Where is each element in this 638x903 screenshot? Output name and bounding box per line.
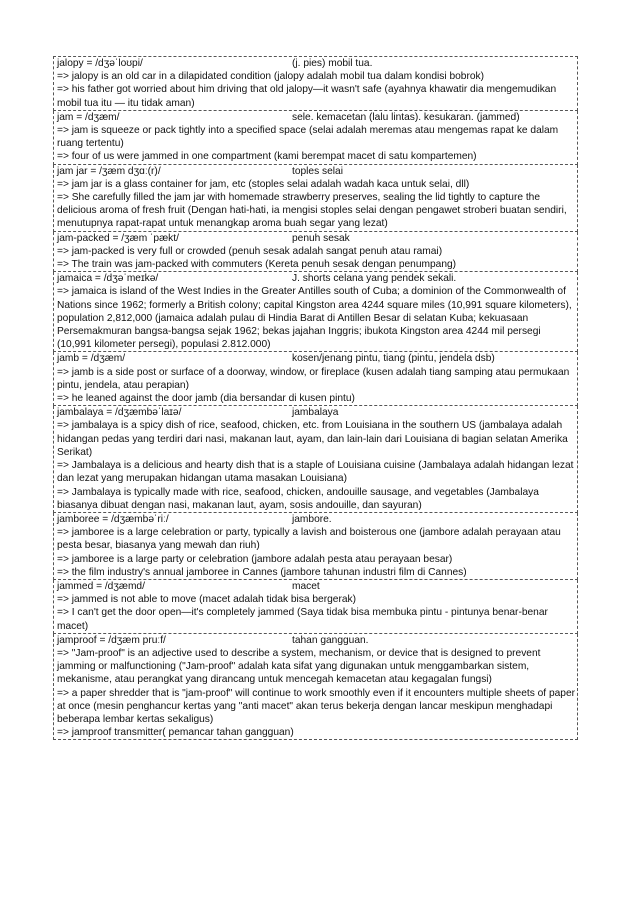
example-line: => his father got worried about him driving that old jalopy—it wasn't safe (ayahnya khawatir dia mengemudikan mobil tua itu — itu tidak aman) — [57, 84, 557, 109]
headword-pronunciation: jammed = /dʒæmd/ — [57, 580, 145, 592]
example-line: => four of us were jammed in one compartment (kami berempat macet di satu kompartemen) — [57, 151, 477, 163]
entry-headword-line — [57, 513, 577, 526]
example-line: => She carefully filled the jam jar with homemade strawberry preserves, sealing the lid tightly to capture the delicious aroma of fresh fruit (Dengan hati-hati, ia mengisi stoples selai dengan pengawet stroberi buatan sendiri, menutupnya rapat-rapat untuk menangkap aroma buah segar yang lezat) — [57, 192, 567, 230]
headword-pronunciation: jamboree = /dʒæmbəˈriː/ — [57, 513, 169, 525]
dictionary-entry — [53, 111, 578, 165]
headword-translation: tahan gangguan. — [292, 634, 369, 646]
headword-pronunciation: jam = /dʒæm/ — [57, 111, 120, 123]
example-line: => jam-packed is very full or crowded (penuh sesak adalah sangat penuh atau ramai) — [57, 245, 443, 257]
headword-pronunciation: jam jar = /ʒæm dʒɑː(r)/ — [57, 165, 161, 177]
example-line: => a paper shredder that is "jam-proof" will continue to work smoothly even if it encounters multiple sheets of paper at once (mesin penghancur kertas yang "anti macet" akan terus bekerja dengan lancar meskipun menghadapi beberapa lembar kertas sekaligus) — [57, 687, 576, 725]
example-line: => I can't get the door open—it's completely jammed (Saya tidak bisa membuka pintu - pintunya benar-benar macet) — [57, 607, 548, 632]
dictionary-entry — [53, 56, 578, 111]
example-line: => jamboree is a large party or celebration (jambore adalah pesta atau perayaan besar) — [57, 553, 453, 565]
dictionary-entry — [53, 634, 578, 741]
entry-headword-line — [57, 634, 577, 647]
dictionary-entry — [53, 352, 578, 406]
headword-translation: (j. pies) mobil tua. — [292, 58, 373, 69]
example-line: => jammed is not able to move (macet adalah tidak bisa bergerak) — [57, 594, 356, 606]
dictionary-entry — [53, 580, 578, 634]
example-line: => jambalaya is a spicy dish of rice, seafood, chicken, etc. from Louisiana in the southern US (jambalaya adalah hidangan pedas yang terdiri dari nasi, makanan laut, ayam, dan lain-lain dari Louisiana di bagian selatan Amerika Serikat) — [57, 420, 568, 458]
headword-translation: jambore. — [292, 513, 332, 525]
headword-translation: penuh sesak — [292, 232, 350, 244]
dictionary-entry — [53, 513, 578, 580]
headword-translation: kosen/jenang pintu, tiang (pintu, jendela dsb) — [292, 353, 495, 365]
headword-pronunciation: jambalaya = /dʒæmbəˈlaɪə/ — [57, 407, 182, 419]
example-line: => jam jar is a glass container for jam, etc (stoples selai adalah wadah kaca untuk selai, dll) — [57, 178, 470, 190]
example-line: => "Jam-proof" is an adjective used to describe a system, mechanism, or device that is designed to prevent jamming or malfunctioning ("Jam-proof" adalah kata sifat yang digunakan untuk menggambarkan sistem, mekanisme, atau perangkat yang dirancang untuk mencegah kemacetan atau kegagalan fungsi) — [57, 647, 541, 686]
entry-headword-line — [57, 232, 577, 245]
headword-translation: jambalaya — [292, 407, 339, 419]
headword-pronunciation: jamaica = /dʒəˈmeɪkə/ — [57, 273, 159, 285]
example-line: => The train was jam-packed with commuters (Kereta penuh sesak dengan penumpang) — [57, 259, 457, 271]
dictionary-entry — [53, 272, 578, 352]
example-line: => jamaica is island of the West Indies in the Greater Antilles south of Cuba; a dominion of the Commonwealth of Nations since 1962; formerly a British colony; capital Kingston area 4244 square miles (10,991 square kilometers), population 2,812,000 (jamaica adalah pulau di Hindia Barat di Antillen Besar di selatan Kuba; kekuasaan Persemakmuran bangsa-bangsa sejak 1962; bekas jajahan Inggris; ibukota Kingston area 4244 mil persegi (10,991 kilometer persegi), populasi 2.812.000) — [57, 286, 572, 351]
entry-headword-line — [57, 272, 577, 285]
headword-translation: J. shorts celana yang pendek sekali. — [292, 273, 457, 285]
example-line: => Jambalaya is typically made with rice, seafood, chicken, andouille sausage, and vegetables (Jambalaya biasanya dibuat dengan nasi, makanan laut, ayam, sosis andouille, dan sayuran) — [57, 486, 539, 511]
example-line: => jam is squeeze or pack tightly into a specified space (selai adalah meremas atau mengemas rapat ke dalam ruang tertentu) — [57, 125, 559, 150]
example-line: => jamb is a side post or surface of a doorway, window, or fireplace (kusen adalah tiang samping atau permukaan pintu, jendela, atau perapian) — [57, 366, 570, 391]
entry-headword-line — [57, 352, 577, 365]
example-line: => Jambalaya is a delicious and hearty dish that is a staple of Louisiana cuisine (Jambalaya adalah hidangan lezat dan lezat yang merupakan hidangan utama masakan Louisiana) — [57, 460, 574, 485]
example-line: => he leaned against the door jamb (dia bersandar di kusen pintu) — [57, 393, 355, 405]
headword-translation: toples selai — [292, 165, 343, 177]
example-line: => jamboree is a large celebration or party, typically a lavish and boisterous one (jambore adalah perayaan atau pesta besar, biasanya yang mewah dan riuh) — [57, 527, 561, 552]
entry-headword-line — [57, 57, 577, 70]
headword-pronunciation: jam-packed = /ʒæm ˈpækt/ — [57, 232, 179, 244]
headword-pronunciation: jamb = /dʒæm/ — [57, 353, 126, 365]
dictionary-entry — [53, 165, 578, 232]
entry-headword-line — [57, 165, 577, 178]
headword-pronunciation: jamproof = /dʒæm pruːf/ — [57, 634, 166, 646]
example-line: => jalopy is an old car in a dilapidated condition (jalopy adalah mobil tua dalam kondisi bobrok) — [57, 71, 485, 83]
entry-headword-line — [57, 406, 577, 419]
example-line: => the film industry's annual jamboree in Cannes (jambore tahunan industri film di Cannes) — [57, 566, 467, 578]
headword-translation: sele. kemacetan (lalu lintas). kesukaran. (jammed) — [292, 111, 520, 123]
headword-pronunciation: jalopy = /dʒəˈloʊpi/ — [57, 58, 143, 69]
dictionary-entry — [53, 232, 578, 273]
headword-translation: macet — [292, 580, 320, 592]
example-line: => jamproof transmitter( pemancar tahan gangguan) — [57, 727, 294, 739]
entry-headword-line — [57, 580, 577, 593]
entry-headword-line — [57, 111, 577, 124]
dictionary-document — [53, 56, 578, 740]
dictionary-entry — [53, 406, 578, 513]
